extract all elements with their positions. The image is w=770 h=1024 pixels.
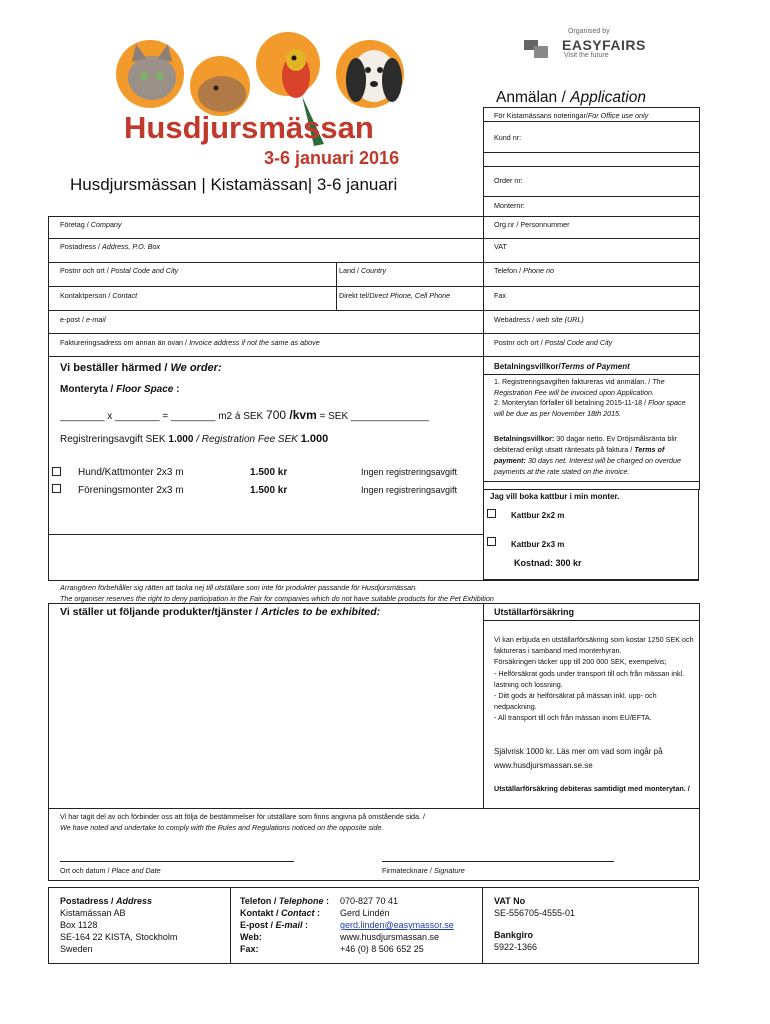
footer-contact-name: Gerd Lindén	[340, 908, 390, 918]
footer-fax: +46 (0) 8 506 652 25	[340, 944, 424, 954]
foreningsmonter-checkbox[interactable]	[52, 484, 61, 493]
footer-email-link[interactable]: gerd.linden@easymassor.se	[340, 920, 454, 930]
kattbur-2x2-label: Kattbur 2x2 m	[511, 511, 565, 520]
order-heading: Vi beställer härmed / We order:	[60, 362, 222, 374]
brand-tagline: Visit the future	[564, 52, 609, 59]
terms-heading: Betalningsvillkor/Terms of Payment	[494, 362, 630, 371]
website-field[interactable]: Webadress / web site (URL)	[494, 315, 584, 324]
monternr-field[interactable]: Monternr:	[494, 201, 525, 210]
hund-kattmonter-checkbox[interactable]	[52, 467, 61, 476]
signature-label: Firmatecknare / Signature	[382, 866, 465, 875]
office-note: För Kistamässans noteringar/For Office use only	[494, 111, 649, 120]
easyfairs-logo	[524, 28, 684, 62]
event-banner	[88, 26, 418, 176]
brand-name: EASYFAIRS	[562, 37, 646, 53]
place-date-label: Ort och datum / Place and Date	[60, 866, 161, 875]
terms-text-2: Betalningsvillkor: 30 dagar netto. Ev Dröjsmålsränta blir debiterad enligt utsatt räntesats på faktura / Terms of payment: 30 days net. Interest will be charged on overdue payments at the rate stated on the invoice.	[494, 434, 681, 476]
invoice-postal-field[interactable]: Postnr och ort / Postal Code and City	[494, 338, 613, 347]
agreement-en: We have noted and undertake to comply with the Rules and Regulations noticed on the opposite side.	[60, 823, 384, 832]
kund-nr-field[interactable]: Kund nr:	[494, 133, 522, 142]
postal-code-field[interactable]: Postnr och ort / Postal Code and City	[60, 266, 179, 275]
kattbur-2x3-label: Kattbur 2x3 m	[511, 540, 565, 549]
kattbur-heading: Jag vill boka kattbur i min monter.	[490, 492, 620, 501]
kattbur-2x3-checkbox[interactable]	[487, 537, 496, 546]
invoice-address-field[interactable]: Faktureringsadress om annan än ovan / Invoice address if not the same as above	[60, 338, 320, 347]
application-title-sv: Anmälan /	[496, 89, 571, 106]
contact-field[interactable]: Kontaktperson / Contact	[60, 291, 138, 300]
direct-phone-field[interactable]: Direkt tel/Direct Phone, Cell Phone	[339, 291, 451, 300]
page-subtitle: Husdjursmässan | Kistamässan| 3-6 januari	[70, 175, 398, 194]
address-field[interactable]: Postadress / Address, P.O. Box	[60, 242, 161, 251]
footer-contact-labels: Telefon / Telephone : Kontakt / Contact : E-post / E-mail : Web: Fax:	[240, 896, 330, 954]
foreningsmonter-note: Ingen registreringsavgift	[361, 485, 458, 495]
insurance-heading: Utställarförsäkring	[494, 607, 575, 617]
place-date-line[interactable]	[60, 861, 294, 862]
insurance-deductible: Självrisk 1000 kr. Läs mer om vad som ingår på www.husdjursmassan.se.se	[494, 747, 663, 770]
foreningsmonter-label: Föreningsmonter 2x3 m	[78, 485, 184, 496]
vat-field[interactable]: VAT	[494, 242, 507, 251]
insurance-billing-note: Utställarförsäkring debiteras samtidigt med monterytan. /	[494, 784, 690, 793]
insurance-text: Vi kan erbjuda en utställarförsäkring som kostar 1250 SEK och faktureras i samband med monterhyran. Försäkringen täcker upp till 200 000 SEK, exempelvis; - Helförsäkrat gods under transport till och från mässan inkl. lastning och lossning. - Ditt gods är helförsäkrat på mässan inkl. upp- och nedpackning. - All transport till och från mässan inom EU/EFTA.	[494, 635, 694, 723]
floor-space-label: Monteryta / Floor Space :	[60, 384, 180, 395]
disclaimer-en: The organiser reserves the right to deny participation in the Fair for companies which do not have suitable products for the Pet Exhibition	[60, 594, 494, 603]
order-nr-field[interactable]: Order nr:	[494, 176, 523, 185]
hund-kattmonter-label: Hund/Kattmonter 2x3 m	[78, 467, 184, 478]
footer-contact-values	[340, 895, 454, 955]
products-heading: Vi ställer ut följande produkter/tjänster / Articles to be exhibited:	[60, 606, 381, 618]
application-title	[496, 89, 646, 107]
signature-line[interactable]	[382, 861, 614, 862]
application-title-en: Application	[570, 89, 646, 106]
floor-calc-line[interactable]: ________ x ________ = ________ m2 á SEK 700 /kvm = SEK ______________	[60, 408, 429, 422]
hund-kattmonter-price: 1.500 kr	[250, 467, 288, 478]
easyfairs-icon	[524, 38, 558, 60]
disclaimer-sv: Arrangören förbehåller sig rätten att tacka nej till utställare som inte för produkter passande för Husdjursmässan.	[60, 583, 418, 592]
products-textarea[interactable]	[52, 622, 478, 804]
footer-phone: 070-827 70 41	[340, 896, 399, 906]
orgnr-field[interactable]: Org.nr / Personnummer	[494, 220, 570, 229]
kattbur-cost: Kostnad: 300 kr	[514, 558, 582, 568]
registration-fee: Registreringsavgift SEK 1.000 / Registration Fee SEK 1.000	[60, 433, 329, 445]
event-title: Husdjursmässan	[124, 110, 374, 145]
terms-text-1: 1. Registreringsavgiften faktureras vid anmälan. / The Registration Fee will be invoiced upon Application. 2. Monterytan förfaller till betalning 2015-11-18 / Floor space will be due as per November 18th 2015.	[494, 377, 686, 418]
event-dates: 3-6 januari 2016	[264, 148, 400, 168]
hund-kattmonter-note: Ingen registreringsavgift	[361, 467, 458, 477]
kattbur-2x2-checkbox[interactable]	[487, 509, 496, 518]
phone-field[interactable]: Telefon / Phone no	[494, 266, 554, 275]
fax-field[interactable]: Fax	[494, 291, 506, 300]
footer-address: Postadress / Address Kistamässan AB Box 1128 SE-164 22 KISTA, Stockholm Sweden	[60, 896, 178, 954]
footer-web-link[interactable]: www.husdjursmassan.se	[340, 932, 440, 942]
organised-by: Organised by	[568, 28, 610, 35]
foreningsmonter-price: 1.500 kr	[250, 485, 288, 496]
company-field[interactable]: Företag / Company	[60, 220, 122, 229]
email-field[interactable]: e-post / e-mail	[60, 315, 106, 324]
footer-vat: VAT No SE-556705-4555-01 Bankgiro 5922-1366	[494, 896, 576, 952]
agreement-sv: Vi har tagit del av och förbinder oss att följa de bestämmelser för utställare som finns angivna på omstående sida. /	[60, 812, 426, 821]
country-field[interactable]: Land / Country	[339, 266, 387, 275]
